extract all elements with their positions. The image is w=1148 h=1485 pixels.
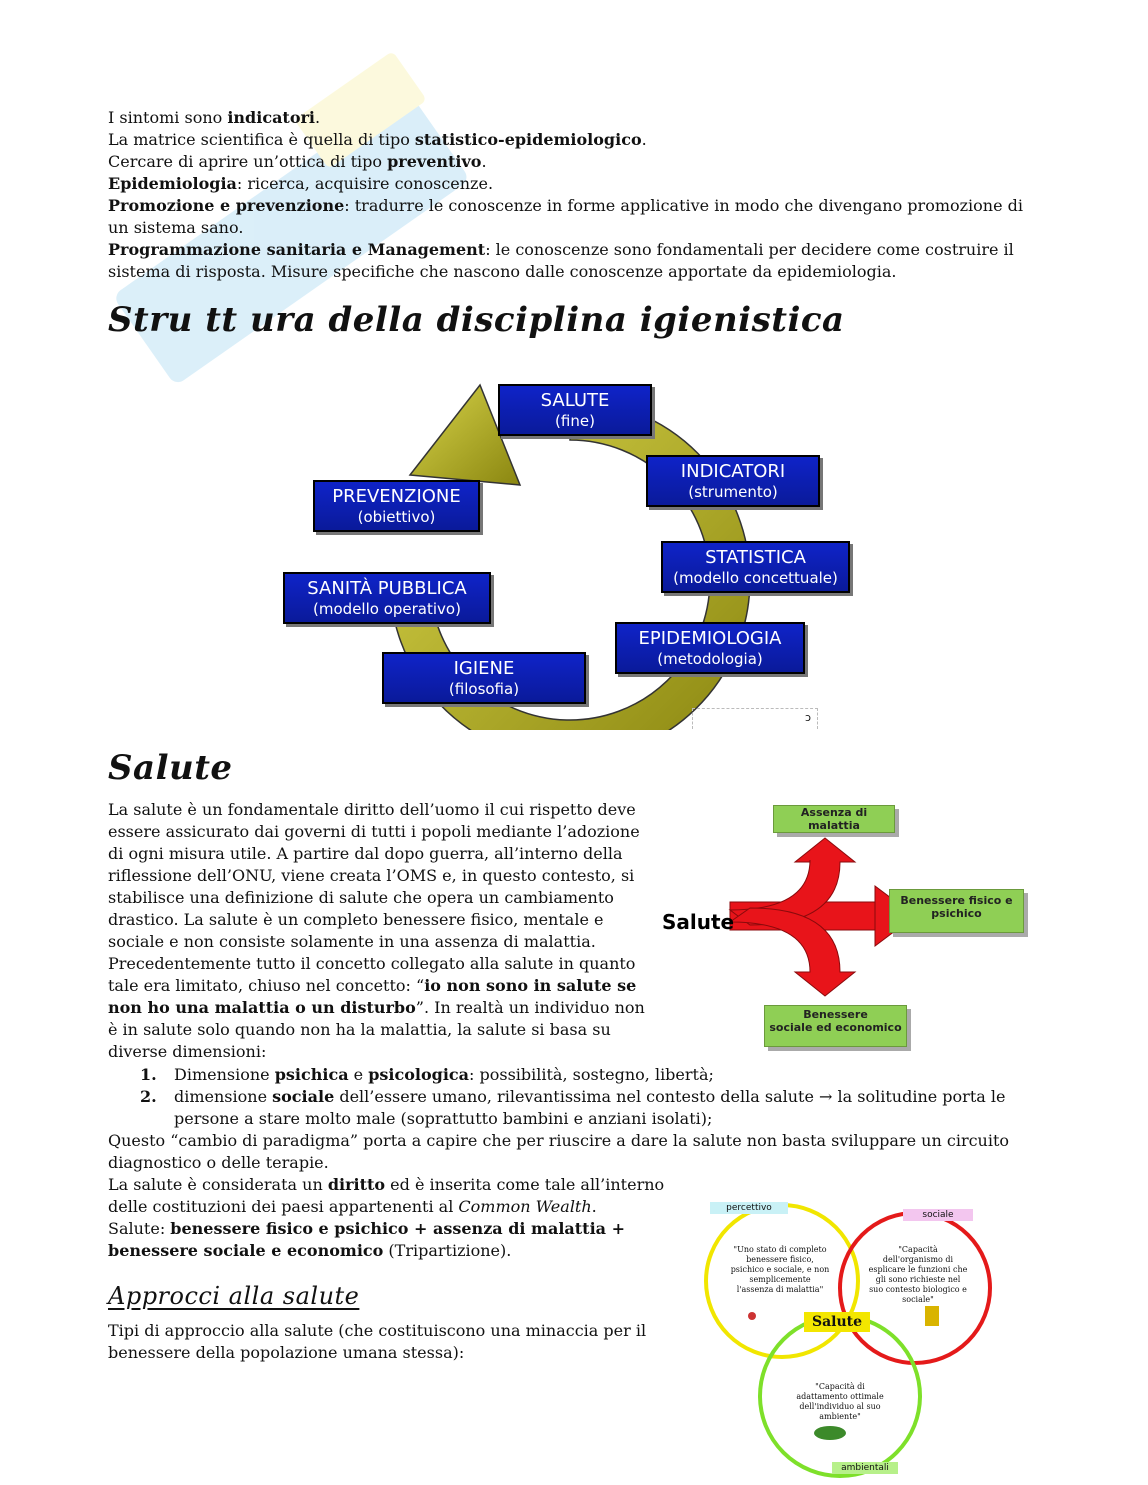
salute-paragraph: La salute è un fondamentale diritto dell’uomo il cui rispetto deve essere assicurato dai governi di tutti i popoli mediante l’adozione di ogni misura utile. A partire dal dopo guerra, all’interno della riflessione dell’ONU, viene creata l’OMS e, in questo contesto, si stabilisce una definizione di salute che opera un cambiamento drastico. La salute è un completo benessere fisico, mentale e sociale e non consiste solamente in una assenza di malattia. Precedentemente tutto il concetto collegato alla salute in quanto tale era limitato, chiuso nel concetto: “io non sono in salute se non ho una malattia o un disturbo”. In realtà un individuo non è in salute solo quando non ha la malattia, la salute si basa su diverse dimensioni: <box>108 800 645 1061</box>
field-icon <box>814 1426 846 1440</box>
cycle-box-prevenzione: PREVENZIONE (obiettivo) <box>313 480 480 532</box>
venn-text-bottom: "Capacità di adattamento ottimale dell'individuo al suo ambiente" <box>796 1382 884 1421</box>
intro-line-5: Promozione e prevenzione: tradurre le conoscenze in forme applicative in modo che divengano promozione di un sistema sano. <box>108 196 1024 237</box>
cycle-box-indicatori: INDICATORI (strumento) <box>646 455 820 507</box>
wheelchair-icon <box>925 1306 939 1326</box>
box-benessere-fisico: Benessere fisico e psichico <box>889 889 1024 933</box>
athlete-icon <box>748 1312 756 1320</box>
approcci-paragraph: Tipi di approccio alla salute (che costituiscono una minaccia per il benessere della popolazione umana stessa): <box>108 1321 647 1362</box>
heading-approcci: Approcci alla salute <box>108 1282 360 1310</box>
heading-salute: Salute <box>108 748 233 788</box>
box-assenza-malattia: Assenza di malattia <box>773 805 895 833</box>
corner-mark: ͻ <box>804 711 811 724</box>
diritto-paragraph: La salute è considerata un diritto ed è inserita come tale all’interno delle costituzioni dei paesi appartenenti al Common Wealth. <box>108 1175 665 1216</box>
cycle-box-statistica: STATISTICA (modello concettuale) <box>661 541 850 593</box>
cycle-box-sanita: SANITÀ PUBBLICA (modello operativo) <box>283 572 491 624</box>
venn-center-label: Salute <box>804 1312 870 1332</box>
intro-line-6: Programmazione sanitaria e Management: le conoscenze sono fondamentali per decidere come costruire il sistema di risposta. Misure specifiche che nascono dalle conoscenze apportate da epidemiologia. <box>108 240 1014 281</box>
arrow-center-label: Salute <box>662 910 735 934</box>
corner-frame <box>692 708 818 729</box>
venn-diagram <box>700 1196 1000 1481</box>
venn-label-percettivo: percettivo <box>710 1202 788 1214</box>
intro-line-3: Cercare di aprire un’ottica di tipo preventivo. <box>108 152 487 171</box>
venn-text-right: "Capacità dell'organismo di esplicare le funzioni che gli sono richieste nel suo contesto biologico e sociale" <box>868 1245 968 1304</box>
intro-line-1: I sintomi sono indicatori. <box>108 108 321 127</box>
intro-line-2: La matrice scientifica è quella di tipo statistico-epidemiologico. <box>108 130 647 149</box>
cycle-box-salute: SALUTE (fine) <box>498 384 652 436</box>
venn-text-left: "Uno stato di completo benessere fisico, psichico e sociale, e non semplicemente l'assenza di malattia" <box>730 1245 830 1294</box>
box-benessere-sociale: Benessere sociale ed economico <box>764 1005 907 1047</box>
after-list-paragraph: Questo “cambio di paradigma” porta a capire che per riuscire a dare la salute non basta sviluppare un circuito diagnostico o delle terapie. <box>108 1131 1010 1172</box>
venn-label-ambientali: ambientali <box>832 1462 898 1474</box>
venn-label-sociale: sociale <box>903 1209 973 1221</box>
cycle-box-igiene: IGIENE (filosofia) <box>382 652 586 704</box>
intro-line-4: Epidemiologia: ricerca, acquisire conoscenze. <box>108 174 494 193</box>
tripartizione-paragraph: Salute: benessere fisico e psichico + assenza di malattia + benessere sociale e economico (Tripartizione). <box>108 1219 625 1260</box>
cycle-box-epidemiologia: EPIDEMIOLOGIA (metodologia) <box>615 622 805 674</box>
heading-struttura: Stru tt ura della disciplina igienistica <box>108 300 845 340</box>
